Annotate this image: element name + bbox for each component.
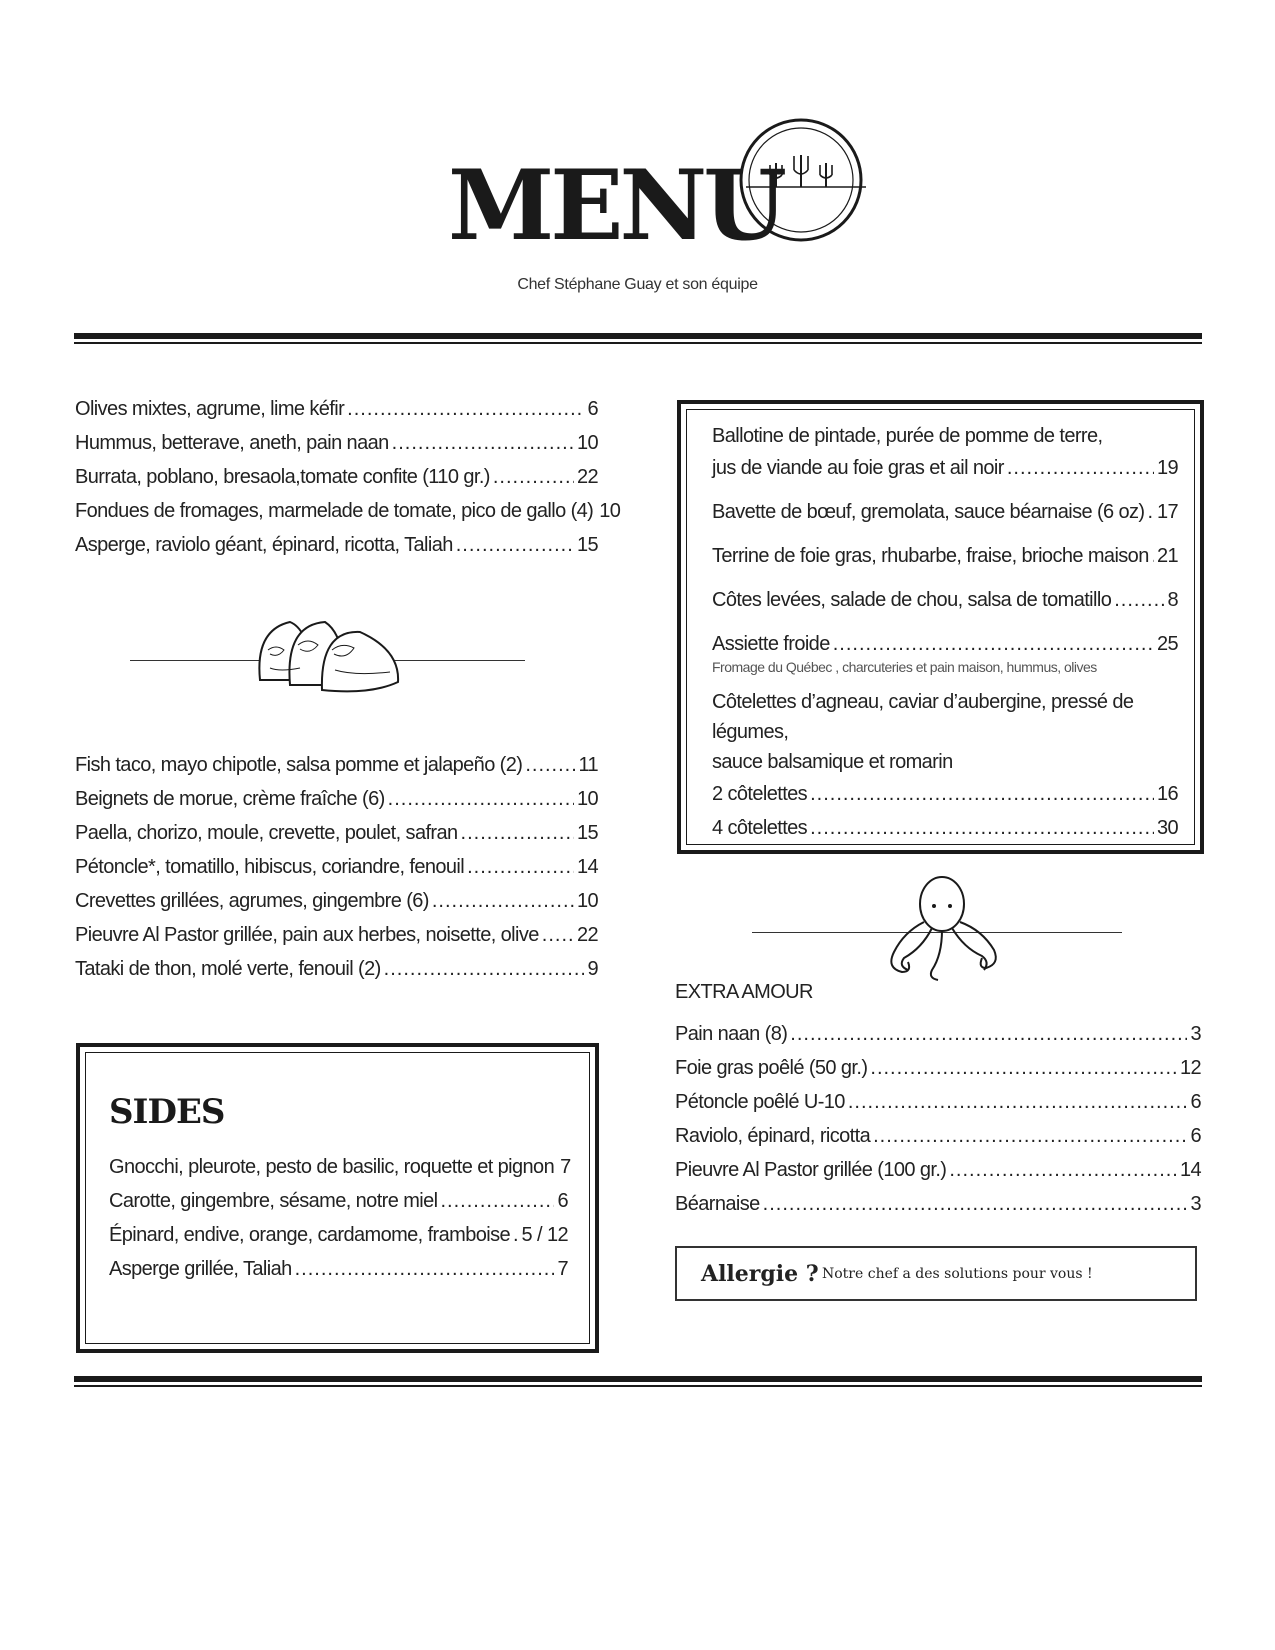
list-item: Gnocchi, pleurote, pesto de basilic, roquette et pignon 7 xyxy=(109,1156,571,1178)
list-item: Paella, chorizo, moule, crevette, poulet, safran ..... 15 xyxy=(75,816,598,850)
list-item: Pain naan (8) ..... 3 xyxy=(675,1017,1201,1051)
sides-title: SIDES xyxy=(109,1092,225,1132)
list-item: Asperge, raviolo géant, épinard, ricotta, Taliah ..... 15 xyxy=(75,528,598,562)
allergy-box xyxy=(675,1246,1197,1301)
top-divider xyxy=(74,333,1202,344)
list-item: Fondues de fromages, marmelade de tomate, pico de gallo (4) 10 xyxy=(75,500,621,522)
list-item: Fish taco, mayo chipotle, salsa pomme et jalapeño (2) ..... 11 xyxy=(75,748,598,782)
allergy-label: Allergie ? xyxy=(701,1261,819,1287)
octopus-illustration-icon xyxy=(872,872,1012,987)
list-item: Asperge grillée, Taliah ..... 7 xyxy=(109,1252,568,1286)
taco-illustration-icon xyxy=(250,610,405,700)
list-item: Foie gras poêlé (50 gr.) ..... 12 xyxy=(675,1051,1201,1085)
list-item: Burrata, poblano, bresaola,tomate confite (110 gr.) ..... 22 xyxy=(75,460,598,494)
chef-subtitle: Chef Stéphane Guay et son équipe xyxy=(517,276,758,293)
list-item: Côtes levées, salade de chou, salsa de tomatillo ..... 8 xyxy=(712,583,1178,617)
bottom-divider xyxy=(74,1376,1202,1387)
extra-title: EXTRA AMOUR xyxy=(675,981,813,1003)
list-item: Olives mixtes, agrume, lime kéfir ..... 6 xyxy=(75,392,598,426)
list-item: 4 côtelettes ..... 30 xyxy=(712,811,1178,845)
list-item: Carotte, gingembre, sésame, notre miel ..... 6 xyxy=(109,1184,568,1218)
list-item: Beignets de morue, crème fraîche (6) ..... 10 xyxy=(75,782,598,816)
list-item: Bavette de bœuf, gremolata, sauce béarnaise (6 oz) ..... 17 xyxy=(712,495,1178,529)
list-item: Pétoncle*, tomatillo, hibiscus, coriandre, fenouil ..... 14 xyxy=(75,850,598,884)
agneau-line: Côtelettes d’agneau, caviar d’aubergine, pressé de légumes, xyxy=(712,691,1134,743)
ballotine-line: Ballotine de pintade, purée de pomme de terre, xyxy=(712,425,1103,447)
seafood-list xyxy=(75,748,598,986)
list-item: Épinard, endive, orange, cardamome, framboise ..... 5 / 12 xyxy=(109,1218,568,1252)
list-item: Raviolo, épinard, ricotta ..... 6 xyxy=(675,1119,1201,1153)
list-item: 2 côtelettes ..... 16 xyxy=(712,777,1178,811)
plate-cutlery-icon xyxy=(736,115,866,245)
mains-list xyxy=(712,421,1178,845)
list-item: Béarnaise ..... 3 xyxy=(675,1187,1201,1221)
list-item: Terrine de foie gras, rhubarbe, fraise, brioche maison ..... 21 xyxy=(712,539,1178,573)
list-item: Pieuvre Al Pastor grillée (100 gr.) ..... 14 xyxy=(675,1153,1201,1187)
menu-title: MENU xyxy=(448,149,783,262)
list-item: Hummus, betterave, aneth, pain naan ..... 10 xyxy=(75,426,598,460)
starters-list xyxy=(75,392,621,562)
list-item: Tataki de thon, molé verte, fenouil (2) ..... 9 xyxy=(75,952,598,986)
list-item: Pétoncle poêlé U-10 ..... 6 xyxy=(675,1085,1201,1119)
agneau-line-2: sauce balsamique et romarin xyxy=(712,751,953,773)
extra-list xyxy=(675,1017,1201,1221)
list-item: Pieuvre Al Pastor grillée, pain aux herbes, noisette, olive ..... 22 xyxy=(75,918,598,952)
allergy-text: Notre chef a des solutions pour vous ! xyxy=(822,1266,1093,1282)
list-item: Assiette froide ..... 25 xyxy=(712,627,1178,661)
sides-list xyxy=(109,1150,571,1286)
list-item: Crevettes grillées, agrumes, gingembre (6) ..... 10 xyxy=(75,884,598,918)
assiette-description: Fromage du Québec , charcuteries et pain maison, hummus, olives xyxy=(712,659,1097,675)
list-item: jus de viande au foie gras et ail noir ..... 19 xyxy=(712,451,1178,485)
